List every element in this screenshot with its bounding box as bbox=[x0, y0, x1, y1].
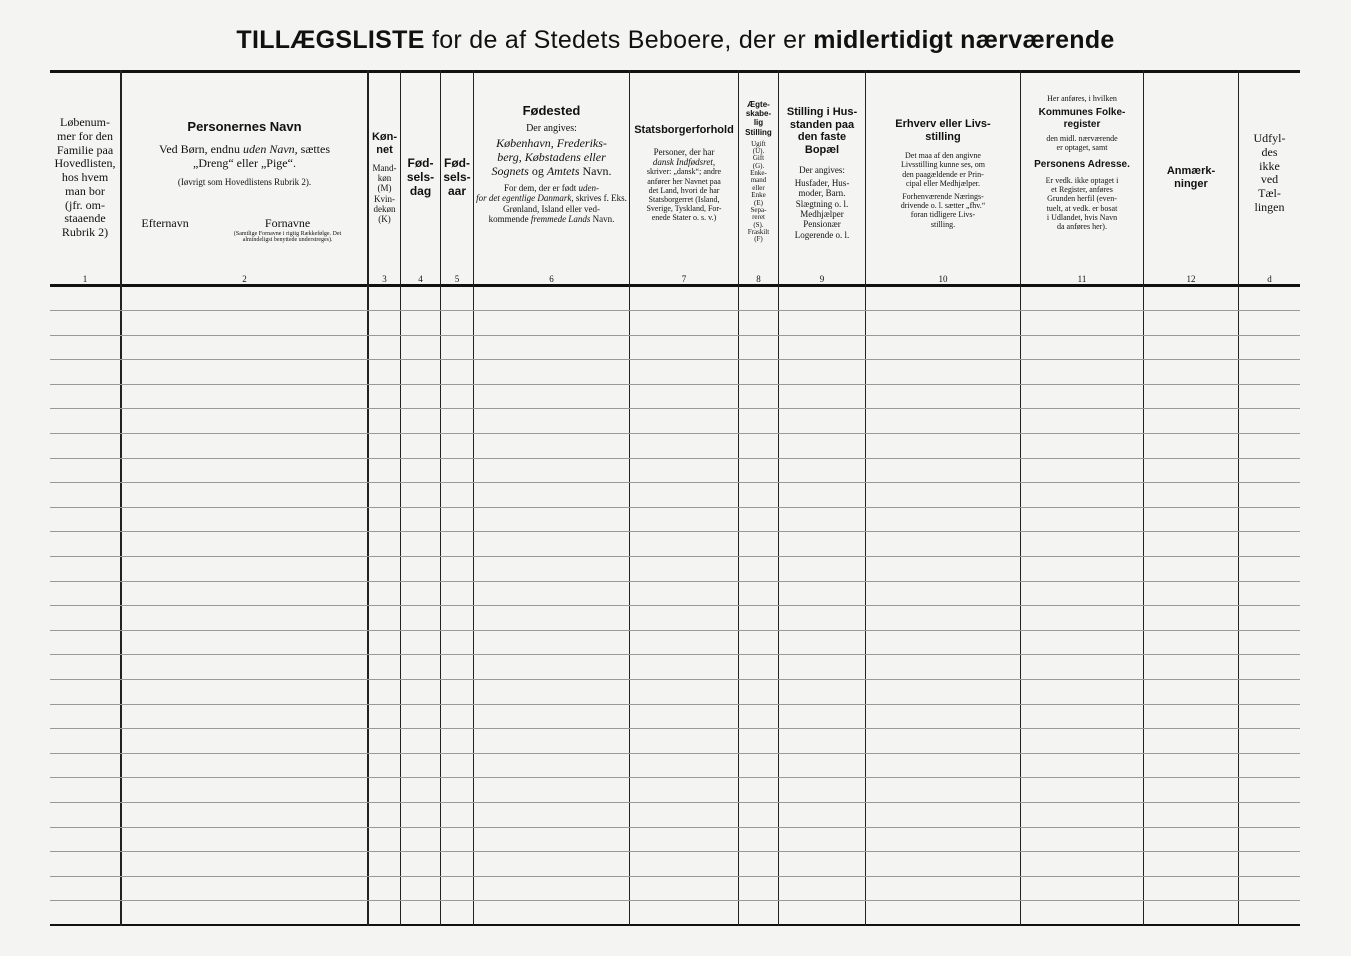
col6-number: 6 bbox=[549, 274, 554, 284]
col6-sub: Der angives: bbox=[526, 122, 577, 134]
col2-number: 2 bbox=[242, 274, 247, 284]
col12-header bbox=[1144, 78, 1238, 278]
col12-heading: Anmærk- ninger bbox=[1166, 165, 1216, 190]
col2-note2: „Dreng“ eller „Pige“. bbox=[193, 155, 296, 170]
col8-header bbox=[739, 78, 778, 290]
row-rule bbox=[50, 654, 1300, 655]
census-form-table bbox=[50, 70, 1300, 930]
col7-text-it: dansk Indfødsret, bbox=[652, 156, 716, 167]
col9-heading: Stilling i Hus- standen paa den faste Bopæl bbox=[786, 106, 858, 156]
col1-header bbox=[50, 78, 120, 278]
firstname-note: (Samtlige Fornavne i rigtig Rækkefølge. Det almindeligst benyttede understreges). bbox=[233, 230, 342, 244]
row-rule bbox=[50, 581, 1300, 582]
row-rule bbox=[50, 876, 1300, 877]
col6-places bbox=[491, 137, 611, 178]
col5-header bbox=[441, 78, 473, 278]
cold-header bbox=[1239, 78, 1300, 282]
col8-number: 8 bbox=[756, 274, 761, 284]
row-rule bbox=[50, 753, 1300, 754]
col11-text1: den midl. nærværende er optaget, samt bbox=[1046, 134, 1118, 153]
col8-heading: Ægte- skabe- lig Stilling bbox=[745, 100, 772, 137]
row-rule bbox=[50, 335, 1300, 336]
col7-header bbox=[630, 78, 738, 284]
col2-note1-c: sættes bbox=[300, 141, 330, 156]
col7-text2: skriver: „dansk“; andre anfører her Navnet paa det Land, hvori de har Statsborgerret (Island, Sverige, Tyskland, For- enede Stater o. s. v.) bbox=[646, 167, 722, 223]
firstname-label: Fornavne bbox=[264, 215, 311, 230]
col6-heading: Fødested bbox=[522, 103, 581, 118]
col11-header bbox=[1021, 78, 1143, 286]
col2-note3: (Iøvrigt som Hovedlistens Rubrik 2). bbox=[177, 176, 312, 187]
row-rule bbox=[50, 630, 1300, 631]
col7-text1: Personer, der har bbox=[653, 146, 715, 157]
row-rule bbox=[50, 728, 1300, 729]
row-rule bbox=[50, 433, 1300, 434]
row-rule bbox=[50, 802, 1300, 803]
col8-text: Ugift (U). Gift (G). Enke- mand eller Enke (E) Sepa- reret (S). Fraskilt (F) bbox=[747, 139, 770, 244]
col6-p2e: Navn. bbox=[592, 213, 615, 224]
col3-heading: Køn- net bbox=[371, 131, 398, 156]
cold-text: Udfyl- des ikke ved Tæl- lingen bbox=[1253, 131, 1286, 214]
row-rule bbox=[50, 851, 1300, 852]
cold-number: d bbox=[1267, 274, 1272, 284]
col6-header bbox=[474, 78, 629, 284]
col1-number: 1 bbox=[82, 274, 88, 284]
col9-number: 9 bbox=[819, 274, 825, 284]
col2-note1 bbox=[159, 143, 330, 157]
col9-text: Husfader, Hus- moder, Barn. Slægtning o. l. Medhjælper Pensionær Logerende o. l. bbox=[794, 177, 850, 240]
col6-p2b: uden- for det egentlige Danmark, bbox=[476, 182, 599, 204]
row-rule bbox=[50, 900, 1300, 901]
col12-number: 12 bbox=[1186, 274, 1196, 284]
row-rule bbox=[50, 605, 1300, 606]
col7-heading: Statsborgerforhold bbox=[634, 124, 734, 136]
row-rule bbox=[50, 827, 1300, 828]
col10-header bbox=[866, 78, 1020, 286]
col3-text: Mand- køn (M) Kvin- dekøn (K) bbox=[372, 162, 397, 225]
col9-sub: Der angives: bbox=[799, 164, 845, 175]
row-rule bbox=[50, 310, 1300, 311]
col1-text: Løbenum- mer for den Familie paa Hovedlisten, hos hvem man bor (jfr. om- staaende Rubrik 2) bbox=[54, 114, 116, 240]
row-rule bbox=[50, 359, 1300, 360]
top-rule bbox=[50, 70, 1300, 73]
col6-foreign bbox=[476, 183, 627, 224]
col6-it1: København, Frederiks- berg, Købstadens eller Sognets bbox=[491, 136, 607, 179]
row-rule bbox=[50, 556, 1300, 557]
col9-header bbox=[779, 78, 865, 286]
surname-label: Efternavn bbox=[141, 215, 189, 230]
col7-number: 7 bbox=[681, 274, 687, 284]
col3-number: 3 bbox=[382, 274, 387, 284]
col5-number: 5 bbox=[454, 274, 460, 284]
col10-text2: Forhenværende Nærings- drivende o. l. sætter „fhv.“ foran tidligere Livs- stilling. bbox=[900, 192, 986, 229]
col2-subheaders bbox=[122, 217, 367, 244]
col5-heading: Fød- sels- aar bbox=[443, 156, 471, 198]
col6-p2a: For dem, der er født bbox=[504, 182, 577, 193]
title-tail: midlertidigt nærværende bbox=[813, 26, 1115, 54]
row-rule bbox=[50, 507, 1300, 508]
col10-heading: Erhverv eller Livs- stilling bbox=[895, 118, 991, 143]
col3-header bbox=[369, 78, 400, 278]
col6-mid1: og bbox=[531, 164, 544, 179]
col11-heading: Kommunes Folke- register bbox=[1038, 107, 1126, 130]
col2-note1-b: uden Navn, bbox=[243, 141, 298, 156]
col6-it2: Amtets bbox=[546, 164, 580, 179]
col2-note1-a: Ved Børn, endnu bbox=[159, 141, 240, 156]
col2-header bbox=[122, 78, 367, 290]
row-rule bbox=[50, 458, 1300, 459]
row-rule bbox=[50, 704, 1300, 705]
col6-p2d: fremmede Lands bbox=[530, 213, 591, 224]
col10-text1: Det maa af den angivne Livsstilling kunne ses, om den paagældende er Prin- cipal eller Medhjælper. bbox=[901, 151, 985, 188]
row-rule bbox=[50, 482, 1300, 483]
col11-number: 11 bbox=[1077, 274, 1087, 284]
bottom-rule bbox=[50, 924, 1300, 926]
row-rule bbox=[50, 777, 1300, 778]
page-title bbox=[0, 26, 1351, 55]
col10-number: 10 bbox=[938, 274, 948, 284]
col11-pre: Her anføres, i hvilken bbox=[1047, 94, 1117, 103]
title-middle: for de af Stedets Beboere, der er bbox=[431, 26, 806, 54]
col6-p2c: skrives f. Eks. Grønland, Island eller ved- kommende bbox=[488, 193, 627, 224]
row-rule bbox=[50, 531, 1300, 532]
col6-end1: Navn. bbox=[582, 164, 612, 179]
col4-heading: Fød- sels- dag bbox=[406, 156, 435, 198]
col4-header bbox=[401, 78, 440, 278]
col4-number: 4 bbox=[418, 274, 423, 284]
col11-heading2: Personens Adresse. bbox=[1034, 158, 1130, 170]
firstname-group bbox=[228, 217, 348, 244]
row-rule bbox=[50, 384, 1300, 385]
row-rule bbox=[50, 679, 1300, 680]
col11-text2: Er vedk. ikke optaget i et Register, anføres Grunden herfil (even- tuelt, at vedk. er bosat i Udlandet, hvis Navn da anføres her). bbox=[1045, 176, 1119, 231]
row-rule bbox=[50, 408, 1300, 409]
title-lead: TILLÆGSLISTE bbox=[236, 26, 425, 54]
col2-heading: Personernes Navn bbox=[187, 119, 302, 134]
